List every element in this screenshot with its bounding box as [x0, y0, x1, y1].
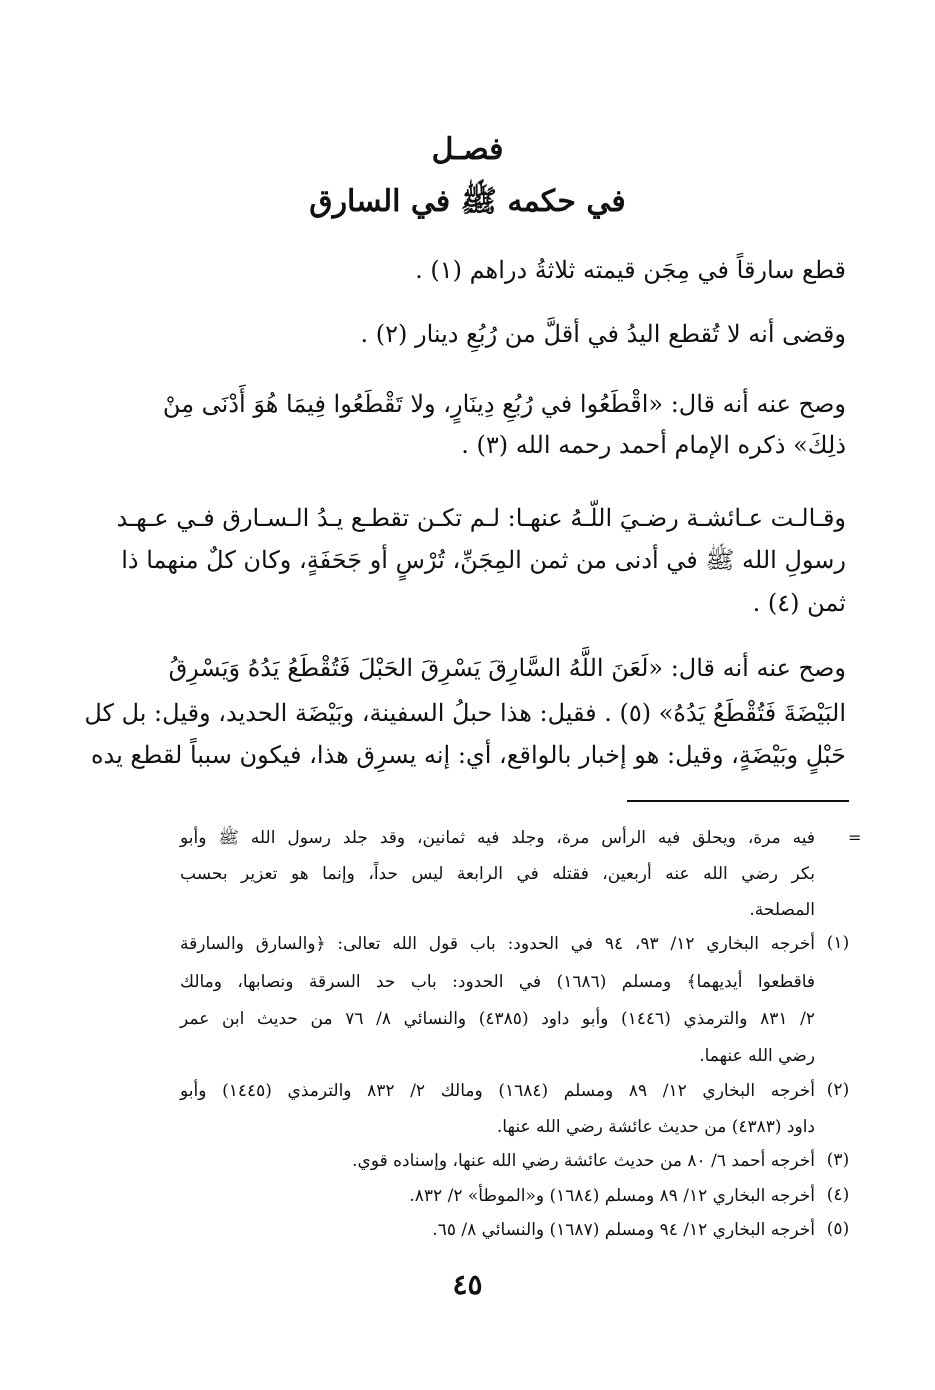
section-subtitle: في حكمه ﷺ في السارق: [309, 184, 626, 219]
footnote-line: أخرجه البخاري ١٢/ ٨٩ ومسلم (١٦٨٤) و«الموطأ» ٢/ ٨٣٢.: [409, 1186, 815, 1206]
footnote-number: (١): [826, 933, 850, 953]
body-line: وصح عنه أنه قال: «اقْطَعُوا في رُبُعِ دِينَارٍ، ولا تَقْطَعُوا فِيمَا هُوَ أَدْنَى مِنْ: [162, 390, 846, 418]
footnote-line: ٢/ ٨٣١ والترمذي (١٤٤٦) وأبو داود (٤٣٨٥) والنسائي ٨/ ٧٦ من حديث ابن عمر: [180, 1009, 815, 1029]
footnote-separator: [627, 800, 849, 802]
body-line: البَيْضَةَ فَتُقْطَعُ يَدُهُ» (٥) . فقيل: هذا حبلُ السفينة، وبَيْضَة الحديد، وقيل: بل كل: [84, 699, 846, 727]
body-line: وقـالـت عـائشـة رضـيَ اللّـهُ عنهـا: لـم تكـن تقطـع يـدُ الـسـارق فـي عـهـد: [116, 504, 846, 532]
footnote-line: بكر رضي الله عنه أربعين، فقتله في الرابعة ليس حداً، وإنما هو تعزير بحسب: [180, 864, 815, 884]
body-line: قطع سارقاً في مِجَن قيمته ثلاثةُ دراهم (١) .: [415, 256, 846, 284]
footnote-line: فيه مرة، ويحلق فيه الرأس مرة، وجلد فيه ثمانين، وقد جلد رسول الله ﷺ وأبو: [180, 828, 815, 848]
footnote-number: (٥): [826, 1219, 850, 1239]
footnote-line: أخرجه البخاري ١٢/ ٩٣، ٩٤ في الحدود: باب قول الله تعالى: ﴿والسارق والسارقة: [180, 934, 816, 954]
section-title: فصـل: [431, 132, 504, 167]
footnote-line: أخرجه البخاري ١٢/ ٨٩ ومسلم (١٦٨٤) ومالك ٢/ ٨٣٢ والترمذي (١٤٤٥) وأبو: [180, 1081, 815, 1101]
footnote-number: (٢): [826, 1080, 850, 1100]
body-line: ذلِكَ» ذكره الإمام أحمد رحمه الله (٣) .: [461, 431, 846, 459]
body-line: وقضى أنه لا تُقطع اليدُ في أقلَّ من رُبُعِ دينار (٢) .: [360, 320, 846, 348]
footnote-line: داود (٤٣٨٣) من حديث عائشة رضي الله عنها.: [496, 1117, 815, 1137]
footnote-continuation-mark: =: [848, 828, 862, 847]
body-line: رسولِ الله ﷺ في أدنى من ثمن المِجَنِّ، تُرْسٍ أو جَحَفَةٍ، وكان كلٌ منهما ذا: [121, 546, 846, 574]
body-line: وصح عنه أنه قال: «لَعَنَ اللَّهُ السَّارِقَ يَسْرِقَ الحَبْلَ فَتُقْطَعُ يَدُهُ وَيَسْرِقُ: [168, 654, 846, 682]
body-line: حَبْلٍ وبَيْضَةٍ، وقيل: هو إخبار بالواقع، أي: إنه يسرِق هذا، فيكون سبباً لقطع يده: [90, 741, 846, 769]
page-number: ٤٥: [452, 1268, 483, 1301]
footnote-number: (٣): [826, 1150, 850, 1170]
footnote-line: فاقطعوا أيديهما﴾ ومسلم (١٦٨٦) في الحدود: باب حد السرقة ونصابها، ومالك: [180, 972, 815, 992]
footnote-line: المصلحة.: [749, 900, 815, 920]
footnote-line: أخرجه البخاري ١٢/ ٩٤ ومسلم (١٦٨٧) والنسائي ٨/ ٦٥.: [432, 1220, 815, 1240]
body-line: ثمن (٤) .: [752, 589, 846, 617]
footnote-line: رضي الله عنهما.: [699, 1046, 815, 1066]
footnote-line: أخرجه أحمد ٦/ ٨٠ من حديث عائشة رضي الله عنها، وإسناده قوي.: [352, 1151, 815, 1171]
footnote-number: (٤): [826, 1185, 850, 1205]
